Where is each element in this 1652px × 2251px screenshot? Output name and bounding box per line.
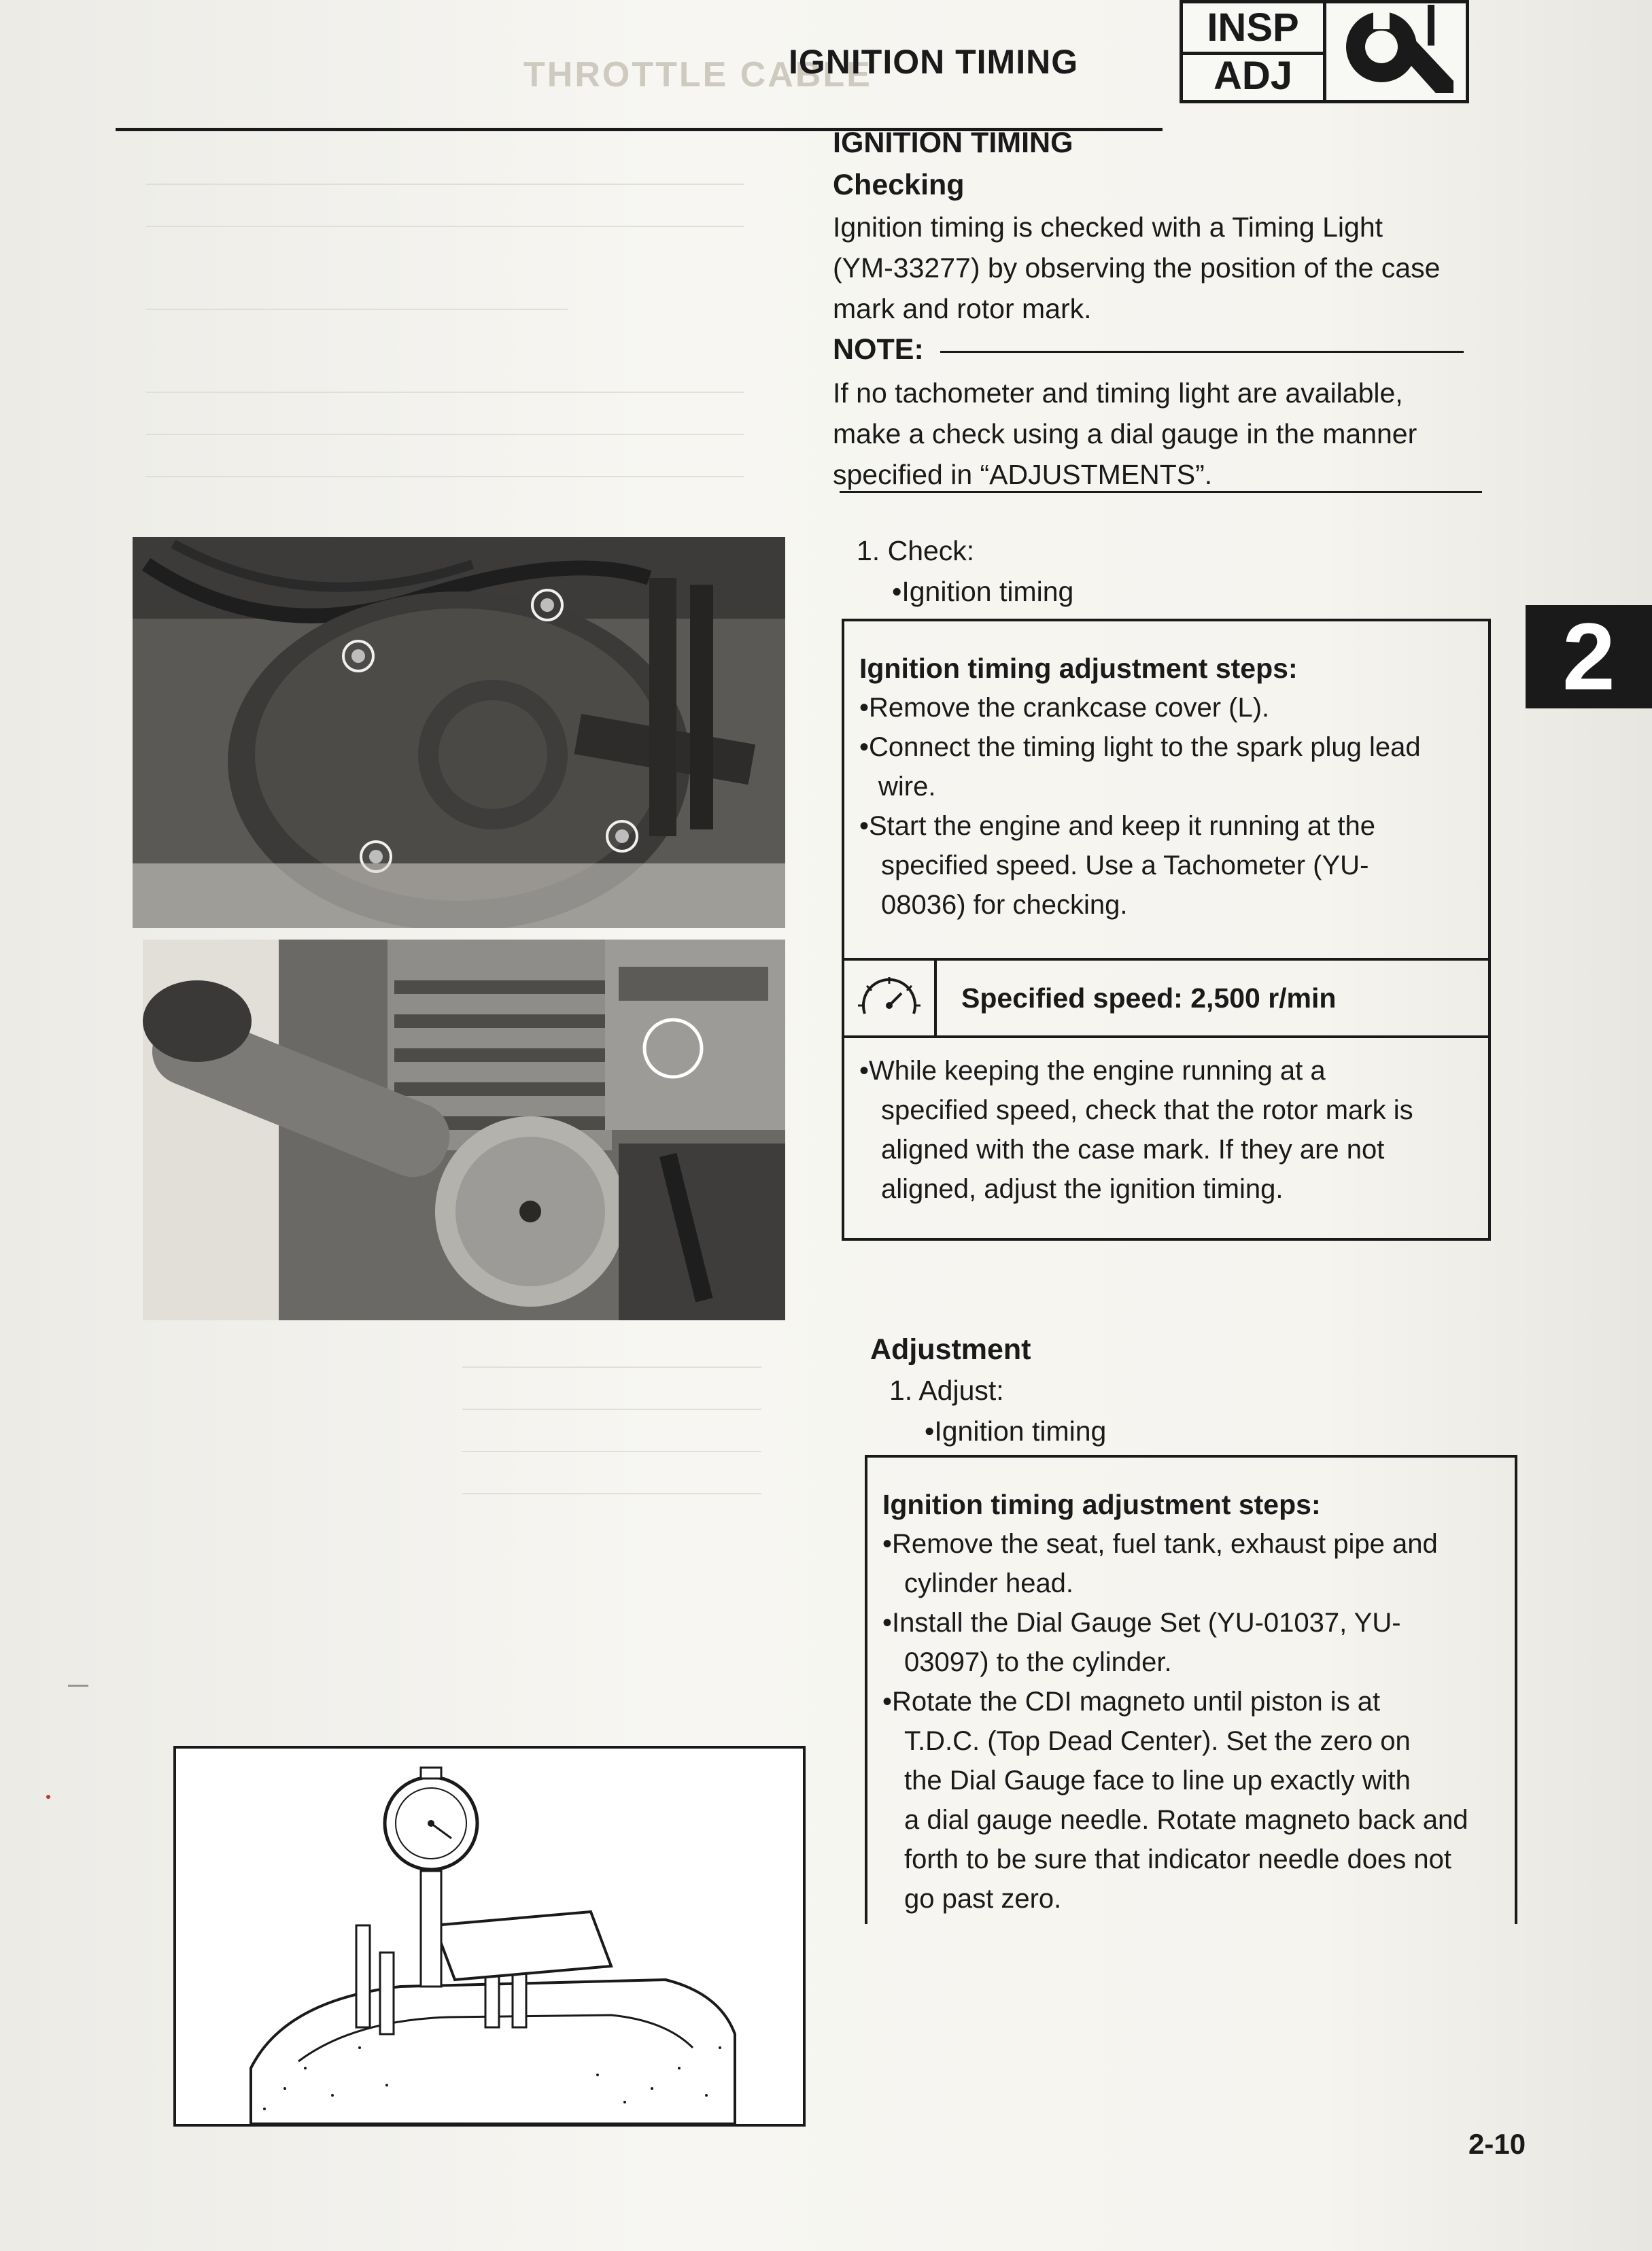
note-line: If no tachometer and timing light are available,: [833, 377, 1403, 409]
wrench-icon: [1334, 5, 1456, 96]
ghost-left-text: [146, 143, 744, 477]
steps-line: forth to be sure that indicator needle does not: [904, 1844, 1451, 1874]
page-title: IGNITION TIMING: [789, 43, 1079, 81]
steps-box-1-item: [859, 727, 1475, 806]
dial-gauge-illustration-art: [176, 1749, 803, 2124]
after-line: aligned, adjust the ignition timing.: [881, 1174, 1284, 1204]
steps-line: •Start the engine and keep it running at the: [859, 811, 1375, 841]
check-step: [857, 530, 1516, 612]
after-line: specified speed, check that the rotor mark is: [881, 1095, 1413, 1125]
intro-line: (YM-33277) by observing the position of the case: [833, 252, 1441, 283]
chapter-tab: 2: [1526, 605, 1652, 708]
steps-line: •Remove the crankcase cover (L).: [859, 693, 1270, 723]
steps-line: 03097) to the cylinder.: [904, 1647, 1172, 1677]
scan-speck: [46, 1795, 50, 1799]
spec-icon-cell: [844, 961, 937, 1035]
check-step-item: •Ignition timing: [892, 576, 1074, 607]
after-line: •While keeping the engine running at a: [859, 1056, 1326, 1086]
steps-box-2-item: [882, 1682, 1504, 1919]
section-title: IGNITION TIMING: [833, 126, 1073, 159]
steps-box-2-item: [882, 1524, 1504, 1603]
check-step-label: 1. Check:: [857, 535, 975, 566]
steps-line: the Dial Gauge face to line up exactly with: [904, 1766, 1411, 1795]
steps-box-1-item: [859, 806, 1475, 925]
ghost-left-text-2: [462, 1326, 761, 1494]
timing-light-photo-art: [143, 940, 785, 1320]
note-line: specified in “ADJUSTMENTS”.: [833, 459, 1213, 490]
intro-line: mark and rotor mark.: [833, 293, 1092, 324]
engine-cover-photo: [133, 537, 785, 928]
steps-line: 08036) for checking.: [881, 890, 1128, 920]
spec-label: Specified speed: 2,500 r/min: [961, 982, 1337, 1014]
scan-speck: [68, 1685, 88, 1687]
tachometer-icon: [844, 961, 934, 1035]
dial-gauge-illustration: [173, 1746, 806, 2127]
ghost-header-text: THROTTLE CABLE: [523, 55, 872, 94]
steps-line: specified speed. Use a Tachometer (YU-: [881, 850, 1369, 880]
engine-cover-photo-art: [133, 537, 785, 928]
steps-box-2-body: [882, 1485, 1504, 1919]
adjust-step-label: 1. Adjust:: [889, 1375, 1004, 1406]
adjustment-steps-box-2: [865, 1455, 1517, 1924]
intro-line: Ignition timing is checked with a Timing Light: [833, 211, 1383, 243]
steps-line: wire.: [878, 772, 936, 802]
note-label: NOTE:: [833, 333, 924, 366]
steps-box-1-body: [859, 649, 1475, 925]
steps-line: a dial gauge needle. Rotate magneto back and: [904, 1805, 1468, 1835]
adjustment-steps-box-1: [842, 619, 1491, 1241]
note-rule: [940, 351, 1464, 353]
steps-line: •Remove the seat, fuel tank, exhaust pipe and: [882, 1529, 1438, 1559]
steps-box-2-item: [882, 1603, 1504, 1682]
steps-box-1-after: [859, 1051, 1475, 1209]
checking-subtitle: Checking: [833, 169, 965, 201]
steps-box-2-title: Ignition timing adjustment steps:: [882, 1489, 1321, 1520]
badge-insp: INSP: [1183, 3, 1326, 55]
note-paragraph: [833, 373, 1492, 495]
steps-line: •Connect the timing light to the spark plug lead: [859, 732, 1421, 762]
steps-box-1-item: [859, 688, 1475, 727]
adjustment-subtitle: Adjustment: [870, 1333, 1031, 1366]
badge-adj: ADJ: [1183, 52, 1326, 100]
timing-light-photo: [143, 940, 785, 1320]
note-heading: [833, 329, 1492, 370]
note-end-rule: [840, 491, 1482, 493]
checking-section: [833, 122, 1492, 495]
steps-box-1-title: Ignition timing adjustment steps:: [859, 653, 1298, 684]
spec-row: [844, 958, 1488, 1038]
steps-line: go past zero.: [904, 1884, 1062, 1914]
note-line: make a check using a dial gauge in the manner: [833, 418, 1417, 449]
page-number: 2-10: [1468, 2128, 1526, 2160]
steps-line: cylinder head.: [904, 1568, 1074, 1598]
section-badge: [1180, 0, 1469, 103]
steps-line: •Install the Dial Gauge Set (YU-01037, YU-: [882, 1608, 1401, 1638]
steps-line: T.D.C. (Top Dead Center). Set the zero on: [904, 1726, 1411, 1756]
intro-paragraph: [833, 207, 1492, 329]
after-line: aligned with the case mark. If they are not: [881, 1135, 1385, 1165]
steps-line: •Rotate the CDI magneto until piston is at: [882, 1687, 1381, 1717]
adjustment-section: [870, 1329, 1530, 1451]
adjust-step-item: •Ignition timing: [925, 1415, 1107, 1447]
